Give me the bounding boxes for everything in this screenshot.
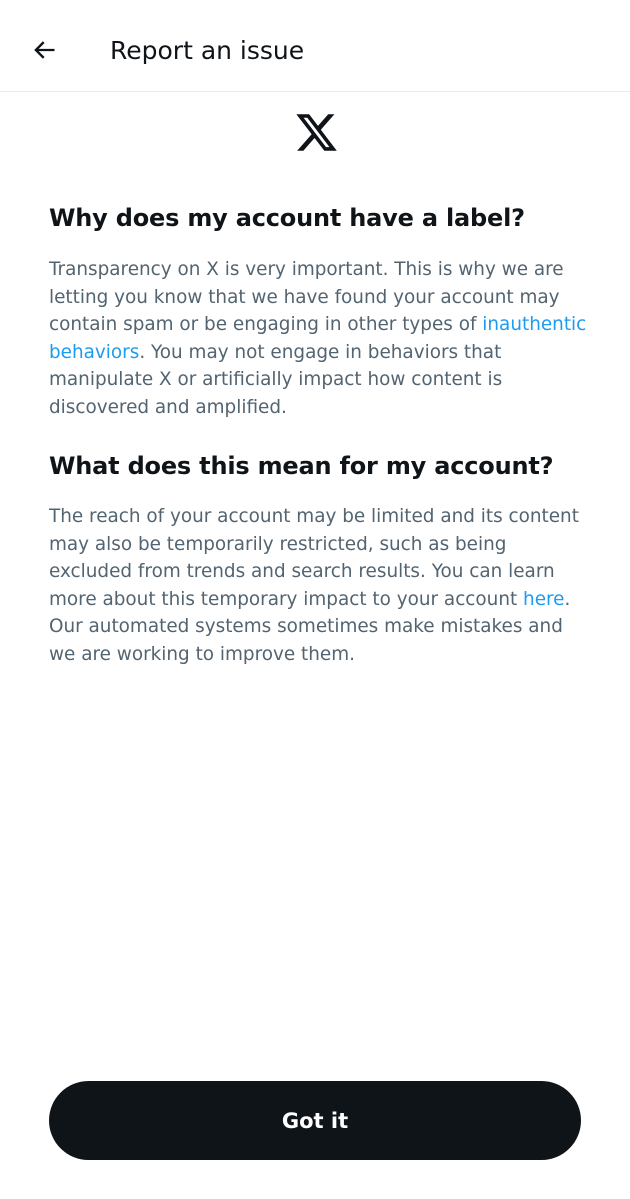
meaning-explanation-text-part1: The reach of your account may be limited and its content may also be temporarily restricted, such as being excluded from trends and search results. You can learn more about this temporary impact to your account (49, 506, 579, 610)
page-title: Report an issue (110, 36, 305, 65)
label-explanation-text-part1: Transparency on X is very important. This is why we are letting you know that we have found your account may contain spam or be engaging in other types of (49, 259, 564, 336)
arrow-left-icon (30, 36, 58, 64)
meaning-explanation-text (49, 503, 594, 669)
section-heading-label: Why does my account have a label? (49, 204, 525, 232)
label-explanation-text (49, 256, 594, 422)
section-heading-meaning: What does this mean for my account? (49, 452, 554, 480)
back-button[interactable] (22, 26, 66, 74)
got-it-button[interactable]: Got it (49, 1081, 581, 1160)
meaning-explanation-text-part2: . Our automated systems sometimes make mistakes and we are working to improve them. (49, 588, 571, 665)
here-link[interactable]: here (523, 588, 565, 610)
inauthentic-behaviors-link[interactable]: inauthentic behaviors (49, 314, 587, 363)
label-explanation-text-part2: . You may not engage in behaviors that manipulate X or artificially impact how content is discovered and amplified. (49, 341, 503, 418)
top-app-bar (0, 0, 630, 92)
x-logo-icon (294, 110, 339, 155)
